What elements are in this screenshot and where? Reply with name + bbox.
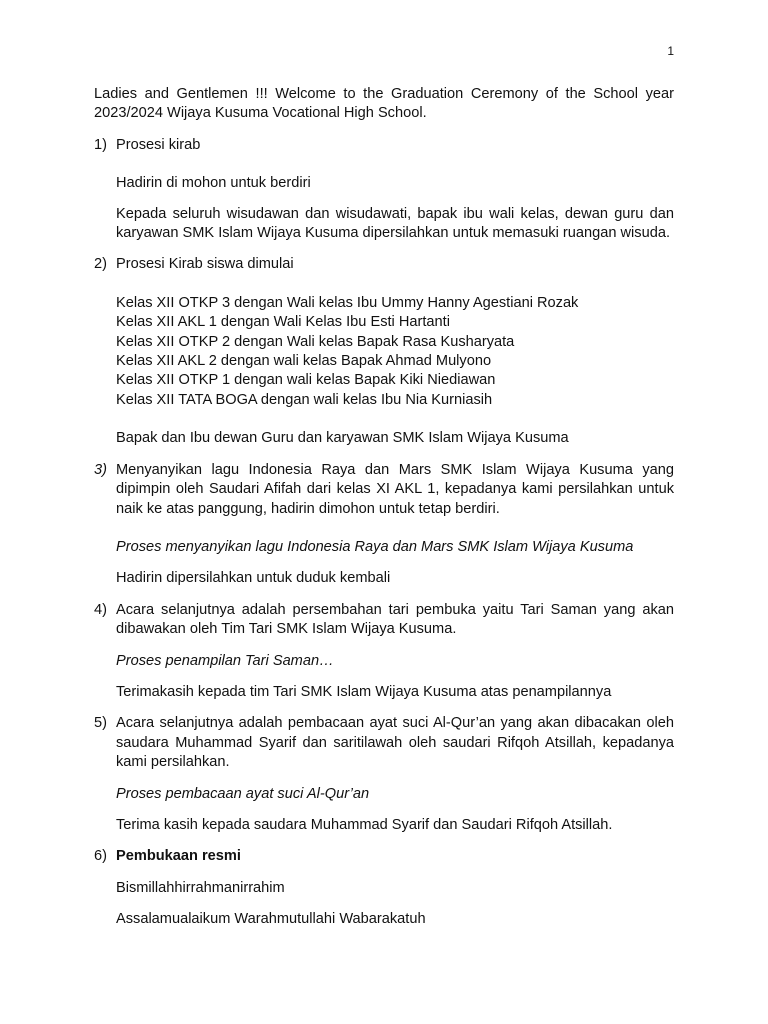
process-note: Proses penampilan Tari Saman… (116, 652, 334, 669)
after-note: Terimakasih kepada tim Tari SMK Islam Wijaya Kusuma atas penampilannya (116, 683, 612, 700)
list-item-5 (94, 714, 674, 772)
class-list (94, 294, 674, 410)
greeting-text: Assalamualaikum Warahmutullahi Wabarakatuh (116, 911, 426, 928)
item-title: Prosesi Kirab siswa dimulai (116, 256, 294, 273)
list-number: 5) (94, 715, 107, 732)
item-text: Acara selanjutnya adalah pembacaan ayat suci Al-Qur’an yang akan dibacakan oleh saudara Muhammad Syarif dan saritilawah oleh saudari Rifqoh Atsillah, kepadanya kami persilahkan. (116, 715, 674, 771)
process-note: Proses menyanyikan lagu Indonesia Raya dan Mars SMK Islam Wijaya Kusuma (116, 538, 634, 555)
list-number: 4) (94, 601, 107, 618)
class-line: Kelas XII OTKP 3 dengan Wali kelas Ibu Ummy Hanny Agestiani Rozak (116, 294, 579, 311)
class-line: Kelas XII OTKP 2 dengan Wali kelas Bapak Rasa Kusharyata (116, 333, 515, 350)
closing-line: Bapak dan Ibu dewan Guru dan karyawan SMK Islam Wijaya Kusuma (116, 430, 569, 447)
instruction-text: Hadirin di mohon untuk berdiri (116, 175, 311, 192)
item-title: Pembukaan resmi (116, 848, 241, 865)
list-number: 6) (94, 848, 107, 865)
list-item-6 (94, 847, 674, 866)
list-number: 1) (94, 136, 107, 153)
list-item-3 (94, 461, 674, 519)
after-note: Terima kasih kepada saudara Muhammad Syarif dan Saudari Rifqoh Atsillah. (116, 816, 613, 833)
list-item-4 (94, 601, 674, 640)
intro-paragraph: Ladies and Gentlemen !!! Welcome to the Graduation Ceremony of the School year 2023/2024 Wijaya Kusuma Vocational High School. (94, 86, 674, 122)
list-number: 3) (94, 461, 107, 478)
item-title: Prosesi kirab (116, 136, 201, 153)
page-number: 1 (667, 44, 674, 58)
list-item-2 (94, 255, 674, 274)
class-line: Kelas XII AKL 1 dengan Wali Kelas Ibu Esti Hartanti (116, 314, 450, 331)
item-text: Menyanyikan lagu Indonesia Raya dan Mars SMK Islam Wijaya Kusuma yang dipimpin oleh Saudari Afifah dari kelas XI AKL 1, kepadanya kami persilahkan untuk naik ke atas panggung, hadirin dimohon untuk tetap berdiri. (116, 461, 674, 517)
document-body (94, 85, 674, 930)
opening-text: Bismillahhirrahmanirrahim (116, 879, 285, 896)
class-line: Kelas XII AKL 2 dengan wali kelas Bapak Ahmad Mulyono (116, 353, 492, 370)
class-line: Kelas XII TATA BOGA dengan wali kelas Ibu Nia Kurniasih (116, 391, 493, 408)
after-note: Hadirin dipersilahkan untuk duduk kembali (116, 570, 391, 587)
process-note: Proses pembacaan ayat suci Al-Qur’an (116, 785, 370, 802)
instruction-paragraph: Kepada seluruh wisudawan dan wisudawati, bapak ibu wali kelas, dewan guru dan karyawan SMK Islam Wijaya Kusuma dipersilahkan untuk memasuki ruangan wisuda. (116, 205, 674, 242)
class-line: Kelas XII OTKP 1 dengan wali kelas Bapak Kiki Niediawan (116, 372, 496, 389)
list-number: 2) (94, 256, 107, 273)
item-text: Acara selanjutnya adalah persembahan tari pembuka yaitu Tari Saman yang akan dibawakan oleh Tim Tari SMK Islam Wijaya Kusuma. (116, 601, 674, 638)
list-item-1 (94, 136, 674, 155)
